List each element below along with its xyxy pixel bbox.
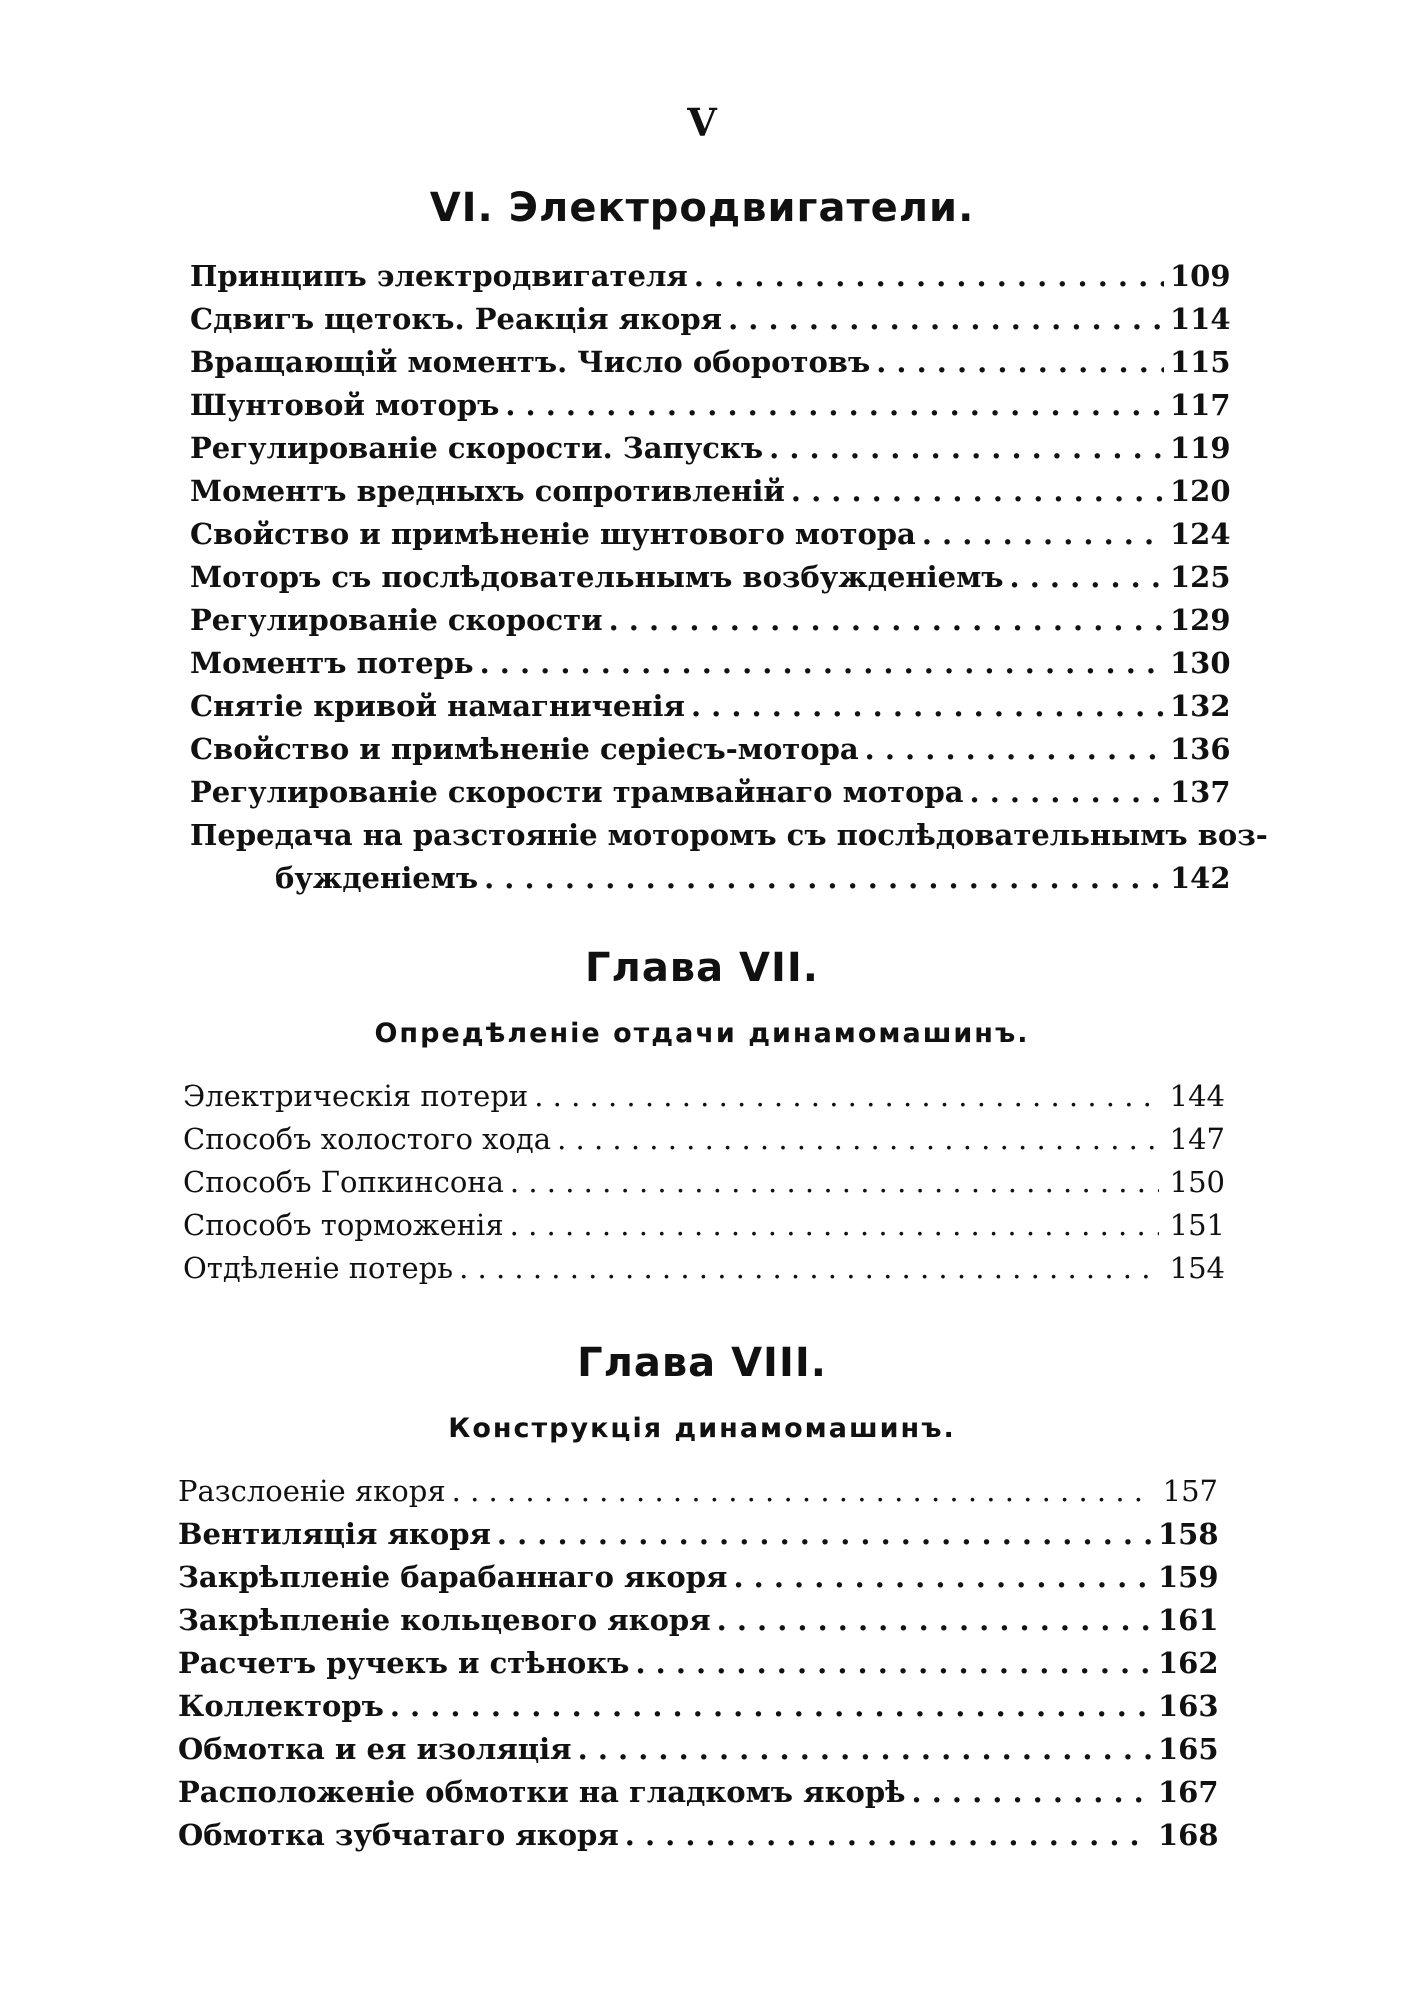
- toc-entry-page: 151: [1169, 1208, 1225, 1242]
- toc-entry: [178, 1728, 1218, 1771]
- leader-dots: [1010, 556, 1164, 599]
- toc-entry-label: Способъ холостого хода: [183, 1122, 552, 1156]
- toc-entry-label: Закрѣпленіе барабаннаго якоря: [178, 1560, 728, 1594]
- toc-entry: [190, 642, 1230, 685]
- toc-entry: [178, 1685, 1218, 1728]
- toc-entry-page: 125: [1170, 560, 1231, 594]
- toc-entry-page: 159: [1158, 1560, 1219, 1594]
- toc-entry-label: Моментъ потерь: [190, 646, 474, 680]
- toc-entry-label: Передача на разстояніе моторомъ съ послѣдовательнымъ воз-: [190, 818, 1268, 852]
- toc-chapter-8: [178, 1470, 1218, 1857]
- section-title: VI. Электродвигатели.: [429, 185, 975, 231]
- toc-entry-label: Отдѣленіе потерь: [183, 1251, 454, 1285]
- leader-dots: [694, 255, 1164, 298]
- toc-entry: [190, 298, 1230, 341]
- toc-entry: [183, 1161, 1225, 1204]
- toc-entry-label: Расчетъ ручекъ и стѣнокъ: [178, 1646, 630, 1680]
- page-number: V: [687, 100, 717, 145]
- toc-entry-label: Принципъ электродвигателя: [190, 259, 688, 293]
- leader-dots: [876, 341, 1164, 384]
- toc-entry-page: 163: [1158, 1689, 1219, 1723]
- leader-dots: [691, 685, 1164, 728]
- toc-entry-label: Шунтовой моторъ: [190, 388, 500, 422]
- leader-dots: [505, 384, 1164, 427]
- toc-entry-label: Свойство и примѣненіе шунтового мотора: [190, 517, 916, 551]
- leader-dots: [912, 1771, 1152, 1814]
- toc-entry-label: Вращающій моментъ. Число оборотовъ: [190, 345, 871, 379]
- toc-entry-page: 124: [1170, 517, 1231, 551]
- toc-entry-page: 162: [1158, 1646, 1219, 1680]
- toc-entry: [183, 1247, 1225, 1290]
- toc-entry-page: 167: [1158, 1775, 1219, 1809]
- toc-entry-page: 147: [1169, 1122, 1225, 1156]
- toc-entry-page: 120: [1170, 474, 1231, 508]
- leader-dots: [557, 1118, 1159, 1161]
- toc-entry-page: 142: [1170, 861, 1231, 895]
- toc-entry-continuation: [190, 857, 1230, 900]
- toc-entry: [178, 1599, 1218, 1642]
- toc-entry-label: Свойство и примѣненіе серіесъ-мотора: [190, 732, 859, 766]
- toc-entry: [190, 255, 1230, 298]
- toc-entry-label: Расположеніе обмотки на гладкомъ якорѣ: [178, 1775, 906, 1809]
- chapter-title: Глава VII.: [585, 945, 819, 991]
- toc-entry: [178, 1556, 1218, 1599]
- leader-dots: [534, 1075, 1159, 1118]
- toc-entry-first-line: [190, 814, 1268, 857]
- leader-dots: [452, 1470, 1152, 1513]
- leader-dots: [480, 642, 1164, 685]
- toc-entry-page: 161: [1158, 1603, 1219, 1637]
- leader-dots: [791, 470, 1164, 513]
- toc-entry: [190, 513, 1230, 556]
- toc-entry-page: 115: [1170, 345, 1231, 379]
- toc-entry-label: Способъ торможенія: [183, 1208, 504, 1242]
- toc-entry: [178, 1470, 1218, 1513]
- toc-entry-page: 130: [1170, 646, 1231, 680]
- leader-dots: [609, 599, 1164, 642]
- leader-dots: [510, 1161, 1159, 1204]
- toc-entry-page: 129: [1170, 603, 1231, 637]
- toc-entry: [190, 427, 1230, 470]
- chapter-subtitle: Опредѣленіе отдачи динамомашинъ.: [374, 1018, 1030, 1049]
- toc-entry: [178, 1642, 1218, 1685]
- toc-entry-label: Вентиляція якоря: [178, 1517, 491, 1551]
- toc-entry-label: Обмотка зубчатаго якоря: [178, 1818, 619, 1852]
- toc-entry-page: 136: [1170, 732, 1231, 766]
- toc-entry: [190, 685, 1230, 728]
- leader-dots: [459, 1247, 1159, 1290]
- toc-entry-page: 137: [1170, 775, 1231, 809]
- leader-dots: [497, 1513, 1152, 1556]
- toc-chapter-7: [183, 1075, 1225, 1290]
- toc-entry: [183, 1204, 1225, 1247]
- toc-entry-label: бужденіемъ: [275, 861, 479, 895]
- toc-entry-page: 144: [1169, 1079, 1225, 1113]
- toc-entry: [178, 1771, 1218, 1814]
- toc-entry-label: Снятіе кривой намагниченія: [190, 689, 685, 723]
- toc-entry: [183, 1075, 1225, 1118]
- toc-entry-page: 132: [1170, 689, 1231, 723]
- toc-entry-label: Закрѣпленіе кольцевого якоря: [178, 1603, 711, 1637]
- leader-dots: [728, 298, 1164, 341]
- toc-entry-label: Обмотка и ея изоляція: [178, 1732, 572, 1766]
- toc-section-6: [190, 255, 1268, 900]
- toc-entry-page: 154: [1169, 1251, 1225, 1285]
- toc-entry-page: 109: [1170, 259, 1231, 293]
- toc-entry-label: Регулированіе скорости: [190, 603, 603, 637]
- toc-entry: [190, 728, 1230, 771]
- toc-entry-label: Регулированіе скорости. Запускъ: [190, 431, 764, 465]
- leader-dots: [390, 1685, 1152, 1728]
- toc-entry: [183, 1118, 1225, 1161]
- chapter-title: Глава VIII.: [577, 1340, 827, 1386]
- toc-entry-page: 158: [1158, 1517, 1219, 1551]
- leader-dots: [769, 427, 1164, 470]
- toc-entry: [190, 341, 1230, 384]
- leader-dots: [922, 513, 1164, 556]
- toc-entry: [190, 384, 1230, 427]
- toc-entry-page: 117: [1170, 388, 1231, 422]
- toc-entry-page: 119: [1170, 431, 1231, 465]
- toc-entry-label: Моментъ вредныхъ сопротивленій: [190, 474, 785, 508]
- leader-dots: [717, 1599, 1152, 1642]
- toc-entry-page: 150: [1169, 1165, 1225, 1199]
- leader-dots: [484, 857, 1164, 900]
- toc-entry: [190, 599, 1230, 642]
- leader-dots: [865, 728, 1164, 771]
- toc-entry-page: 168: [1158, 1818, 1219, 1852]
- toc-entry-label: Разслоеніе якоря: [178, 1474, 446, 1508]
- toc-entry: [190, 470, 1230, 513]
- chapter-subtitle: Конструкція динамомашинъ.: [448, 1413, 956, 1444]
- toc-entry-page: 165: [1158, 1732, 1219, 1766]
- toc-entry-label: Моторъ съ послѣдовательнымъ возбужденіемъ: [190, 560, 1004, 594]
- leader-dots: [970, 771, 1164, 814]
- toc-entry-label: Регулированіе скорости трамвайнаго мотора: [190, 775, 964, 809]
- leader-dots: [635, 1642, 1152, 1685]
- leader-dots: [625, 1814, 1152, 1857]
- leader-dots: [578, 1728, 1152, 1771]
- toc-entry-label: Сдвигъ щетокъ. Реакція якоря: [190, 302, 723, 336]
- toc-entry-label: Электрическія потери: [183, 1079, 529, 1113]
- toc-entry: [190, 556, 1230, 599]
- leader-dots: [733, 1556, 1152, 1599]
- toc-entry: [178, 1513, 1218, 1556]
- toc-entry: [178, 1814, 1218, 1857]
- toc-entry-page: 114: [1170, 302, 1231, 336]
- toc-entry: [190, 771, 1230, 814]
- toc-entry-page: 157: [1162, 1474, 1218, 1508]
- leader-dots: [510, 1204, 1159, 1247]
- toc-entry-label: Коллекторъ: [178, 1689, 384, 1723]
- toc-entry-label: Способъ Гопкинсона: [183, 1165, 504, 1199]
